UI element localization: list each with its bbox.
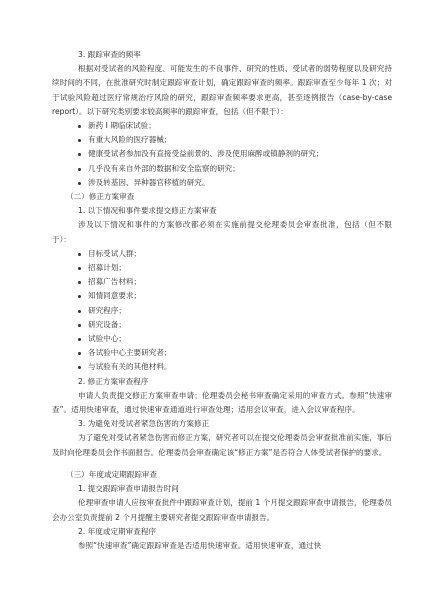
list-item: 各试验中心主要研究者； xyxy=(52,346,392,360)
subsection-heading: 3. 为避免对受试者紧急伤害的方案修正 xyxy=(78,419,210,429)
list-item: 有重大风险的医疗器械； xyxy=(52,133,392,147)
section-heading: （二）修正方案审查 xyxy=(66,192,135,202)
subsection-heading: 2. 修正方案审查程序 xyxy=(78,376,149,386)
paragraph: 根据对受试者的风险程度、可能发生的不良事件、研究的性质、受试者的弱势程度以及研究持续时间的不同，在批准研究时制定跟踪审查计划，确定跟踪审查的频率。跟踪审查至少每年 1 次；对于试验风险超过医疗常规治疗风险的研究，跟踪审查频率要求更高，甚至逐例报告（case-by-case report）。以下研究类别要求较高频率的跟踪审查，包括（但不限于）： xyxy=(52,64,392,116)
list-item: 招募计划； xyxy=(52,261,392,275)
subsection-heading: 1. 提交跟踪审查申请报告时间 xyxy=(78,484,179,494)
list-item: 涉及转基因、异种器官移植的研究。 xyxy=(52,176,392,190)
list-item: 试验中心； xyxy=(52,332,392,346)
section-heading: （三）年度或定期跟踪审查 xyxy=(66,469,158,479)
list-item: 健康受试者参加没有直接受益前景的、涉及使用麻醉或镇静剂的研究； xyxy=(52,147,392,161)
list-item: 与试验有关的其他材料。 xyxy=(52,360,392,374)
paragraph: 申请人负责提交修正方案审查申请；伦理委员会秘书审查确定采用的审查方式。参照“快速审查”。适用快速审查，通过快速审查通道进行审查处理；适用会议审查，进入会议审查程序。 xyxy=(52,390,392,415)
list-item: 新药 I 期临床试验； xyxy=(52,119,392,133)
paragraph: 伦理审查申请人应按审查批件中跟踪审查计划，提前 1 个月提交跟踪审查申请报告，伦理委员会办公室负责提前 2 个月提醒主要研究者提交跟踪审查申请报告。 xyxy=(52,498,392,522)
subsection-heading: 2. 年度或定期审查程序 xyxy=(78,526,157,536)
list-item: 研究程序； xyxy=(52,304,392,318)
subsection-heading: 1. 以下情况和事件要求提交修正方案审查 xyxy=(78,206,217,216)
list-item: 研究设备； xyxy=(52,318,392,332)
list-item: 知情同意要求； xyxy=(52,289,392,303)
list-item: 几乎没有来自外部的数据和安全监察的研究； xyxy=(52,162,392,176)
paragraph: 参照“快速审查”确定跟踪审查是否适用快速审查。适用快速审查，通过快 xyxy=(78,540,322,550)
list-item: 目标受试人群； xyxy=(52,247,392,261)
section-heading: 3. 跟踪审查的频率 xyxy=(78,50,141,59)
paragraph: 涉及以下情况和事件的方案修改都必须在实施前提交伦理委员会审查批准，包括（但不限于）： xyxy=(52,220,392,244)
paragraph: 为了避免对受试者紧急伤害而修正方案，研究者可以在提交伦理委员会审查批准前实施，事后及时向伦理委员会作书面报告。伦理委员会审查确定该“修正方案”是否符合人体受试者保护的要求。 xyxy=(52,433,392,457)
list-item: 招募广告材料； xyxy=(52,275,392,289)
